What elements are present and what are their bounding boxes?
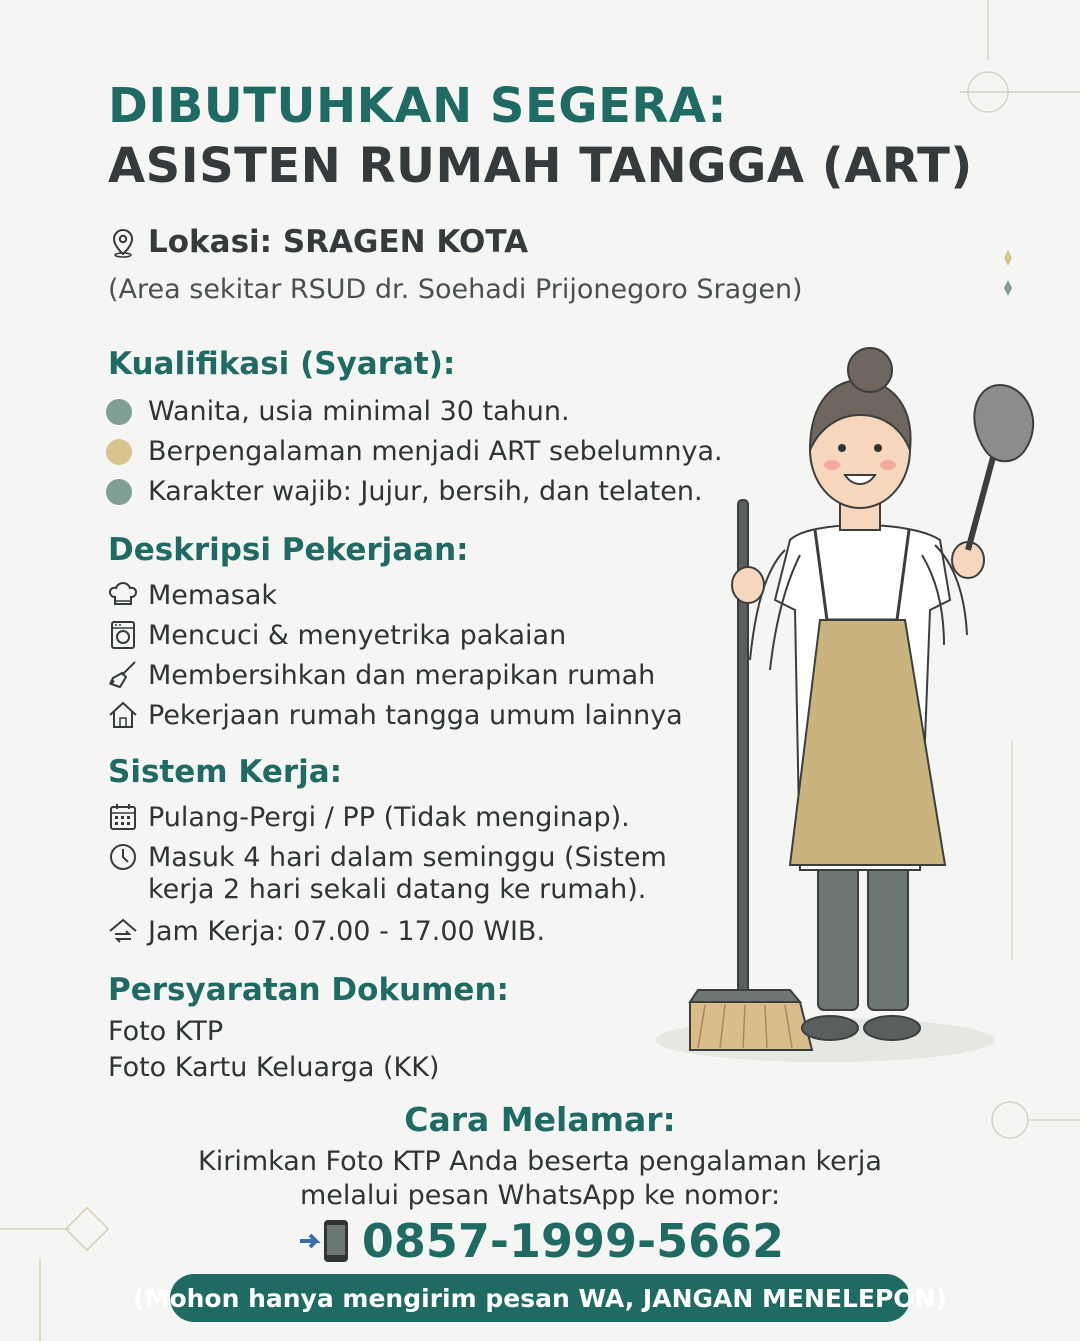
- document-item: Foto KTP: [108, 1016, 224, 1047]
- work-item-continued: [148, 874, 646, 905]
- washing-machine-icon: [106, 618, 140, 652]
- qualification-text: Berpengalaman menjadi ART sebelumnya.: [148, 436, 723, 467]
- job-item: [106, 578, 277, 612]
- work-text: Pulang-Pergi / PP (Tidak menginap).: [148, 801, 630, 833]
- document-item: Foto Kartu Keluarga (KK): [108, 1052, 440, 1083]
- headline-position: ASISTEN RUMAH TANGGA (ART): [108, 138, 973, 194]
- qualification-item: [106, 476, 703, 507]
- broom-icon: [106, 658, 140, 692]
- apply-heading: Cara Melamar:: [404, 1100, 676, 1139]
- apply-instruction-line2: melalui pesan WhatsApp ke nomor:: [299, 1180, 781, 1211]
- location-pin-icon: [106, 225, 140, 259]
- job-item: [106, 698, 683, 732]
- job-text: Memasak: [148, 579, 278, 611]
- work-item: [106, 914, 545, 948]
- calendar-icon: [106, 800, 140, 834]
- bullet-dot: [106, 399, 132, 425]
- work-text: kerja 2 hari sekali datang ke rumah).: [148, 874, 647, 905]
- work-text: Masuk 4 hari dalam seminggu (Sistem: [148, 841, 667, 873]
- job-description-heading: Deskripsi Pekerjaan:: [108, 532, 469, 568]
- house-icon: [106, 698, 140, 732]
- qualification-item: [106, 396, 570, 427]
- location-detail: (Area sekitar RSUD dr. Soehadi Prijonegoro Sragen): [108, 274, 803, 305]
- location-label: Lokasi: SRAGEN KOTA: [148, 224, 529, 260]
- job-item: [106, 658, 655, 692]
- phone-row: [0, 1214, 1080, 1268]
- clock-icon: [106, 840, 140, 874]
- documents-heading: Persyaratan Dokumen:: [108, 972, 509, 1008]
- job-text: Mencuci & menyetrika pakaian: [148, 619, 567, 651]
- work-text: Jam Kerja: 07.00 - 17.00 WIB.: [148, 915, 546, 947]
- bullet-dot: [106, 479, 132, 505]
- qualification-item: [106, 436, 723, 467]
- work-item: [106, 840, 667, 874]
- home-arrows-icon: [106, 914, 140, 948]
- job-text: Pekerjaan rumah tangga umum lainnya: [148, 699, 683, 731]
- chef-hat-icon: [106, 578, 140, 612]
- qualification-heading: Kualifikasi (Syarat):: [108, 346, 456, 382]
- apply-instruction-line1: Kirimkan Foto KTP Anda beserta pengalaman kerja: [198, 1146, 882, 1177]
- qualification-text: Wanita, usia minimal 30 tahun.: [148, 396, 570, 427]
- bullet-dot: [106, 439, 132, 465]
- work-system-heading: Sistem Kerja:: [108, 754, 343, 790]
- phone-arrow-icon: [296, 1216, 356, 1266]
- headline-urgent: DIBUTUHKAN SEGERA:: [108, 78, 728, 134]
- job-item: [106, 618, 566, 652]
- housekeeper-illustration: [650, 340, 1050, 1070]
- job-text: Membersihkan dan merapikan rumah: [148, 659, 656, 691]
- no-call-notice-badge: (Mohon hanya mengirim pesan WA, JANGAN MENELEPON): [170, 1274, 910, 1322]
- phone-number[interactable]: 0857-1999-5662: [361, 1214, 785, 1268]
- qualification-text: Karakter wajib: Jujur, bersih, dan telaten.: [148, 476, 703, 507]
- work-item: [106, 800, 630, 834]
- location-row: [106, 224, 528, 260]
